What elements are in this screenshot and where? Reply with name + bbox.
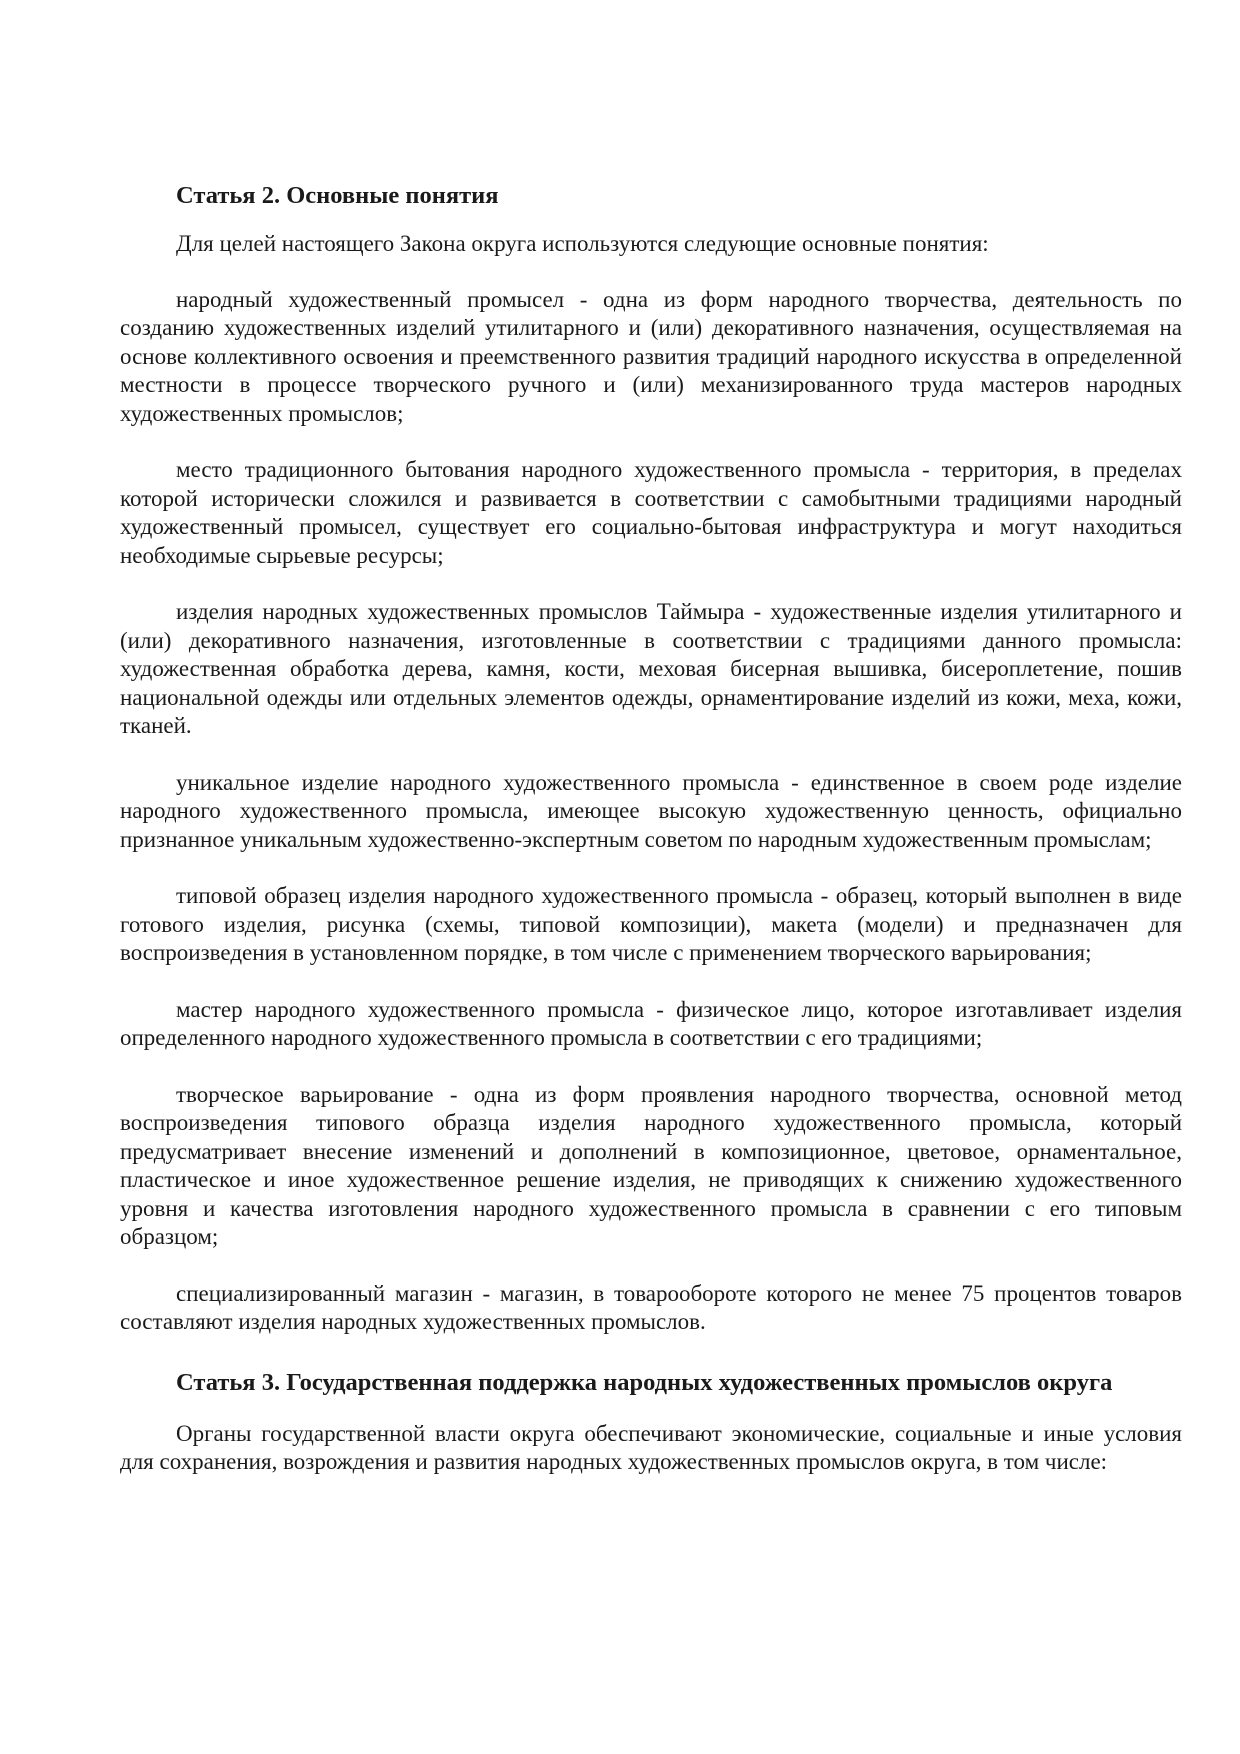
article-2-title: Статья 2. Основные понятия [176,182,499,209]
definition-folk-craft: народный художественный промысел - одна из форм народного творчества, деятельность по созданию художественных изделий утилитарного и (или) декоративного назначения, осуществляемая на основе коллективного освоения и преемственного развития традиций народного искусства в определенной местности в процессе творческого ручного и (или) механизированного труда мастеров народных художественных промыслов; [120,286,1182,426]
definition-creative-variation: творческое варьирование - одна из форм проявления народного творчества, основной метод воспроизведения типового образца изделия народного художественного промысла, который предусматривает внесение изменений и дополнений в композиционное, цветовое, орнаментальное, пластическое и иное художественное решение изделия, не приводящих к снижению художественного уровня и качества изготовления народного художественного промысла в сравнении с его типовым образцом; [120,1081,1182,1249]
definition-taimyr-products: изделия народных художественных промыслов Таймыра - художественные изделия утилитарного и (или) декоративного назначения, изготовленные в соответствии с традициями данного промысла: художественная обработка дерева, камня, кости, меховая бисерная вышивка, бисероплетение, пошив национальной одежды или отдельных элементов одежды, орнаментирование изделий из кожи, меха, кожи, тканей. [120,599,1182,738]
definition-unique-product: уникальное изделие народного художественного промысла - единственное в своем роде изделие народного художественного промысла, имеющее высокую художественную ценность, официально признанное уникальным художественно-экспертным советом по народным художественным промыслам; [120,769,1182,852]
article-3-title: Статья 3. Государственная поддержка народных художественных промыслов округа [176,1368,1113,1396]
definition-specialized-store: специализированный магазин - магазин, в товарообороте которого не менее 75 процентов товаров составляют изделия народных художественных промыслов. [120,1280,1182,1334]
definition-traditional-place: место традиционного бытования народного художественного промысла - территория, в пределах которой исторически сложился и развивается в соответствии с самобытными традициями народный художественный промысел, существует его социально-бытовая инфраструктура и могут находиться необходимые сырьевые ресурсы; [120,457,1182,568]
article-3-intro: Органы государственной власти округа обеспечивают экономические, социальные и иные условия для сохранения, возрождения и развития народных художественных промыслов округа, в том числе: [120,1420,1182,1474]
article-2-intro: Для целей настоящего Закона округа используются следующие основные понятия: [176,231,989,256]
definition-standard-sample: типовой образец изделия народного художественного промысла - образец, который выполнен в виде готового изделия, рисунка (схемы, типовой композиции), макета (модели) и предназначен для воспроизведения в установленном порядке, в том числе с применением творческого варьирования; [120,883,1182,965]
definition-master: мастер народного художественного промысла - физическое лицо, которое изготавливает изделия определенного народного художественного промысла в соответствии с его традициями; [120,996,1182,1050]
document-page [120,180,1182,1477]
